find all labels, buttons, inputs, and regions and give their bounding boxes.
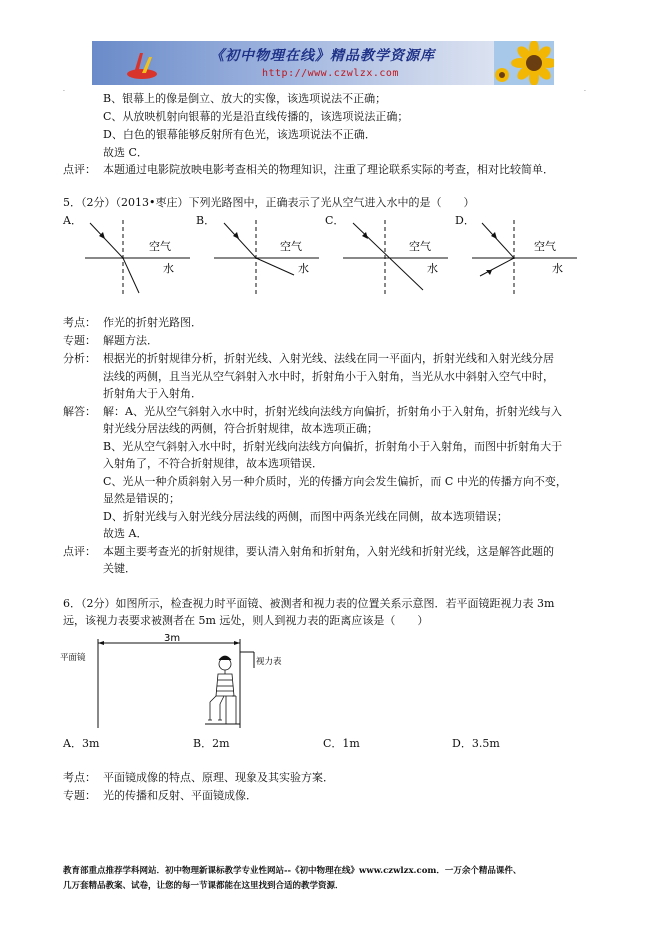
q6-option-c: C．1m	[323, 737, 360, 750]
q5-jieda-line: C、光从一种介质斜射入另一种介质时，光的传播方向会发生偏折，而 C 中光的传播方向不变，	[103, 475, 567, 488]
air-label: 空气	[280, 240, 302, 253]
q6-stem-line1: 6．（2分）如图所示，检查视力时平面镜、被测者和视力表的位置关系示意图．若平面镜距视力表 3m	[63, 597, 555, 610]
air-label: 空气	[534, 240, 556, 253]
q5-fenxi-line: 法线的两侧，且当光从空气斜射入水中时，折射角小于入射角，当光从水中斜射入空气中时，	[103, 370, 554, 383]
incident-ray	[224, 223, 256, 258]
q5-jieda-label: 解答：	[63, 405, 96, 418]
left-corner-mark: .	[63, 86, 65, 93]
q6-option-a: A．3m	[63, 737, 100, 750]
q5-option-c-label: C．	[325, 214, 345, 227]
water-label: 水	[552, 262, 563, 275]
air-label: 空气	[149, 240, 171, 253]
q5-stem: 5．（2分）（2013•枣庄）下列光路图中，正确表示了光从空气进入水中的是（ ）	[63, 196, 475, 209]
q4-answer: 故选 C．	[103, 146, 148, 159]
q5-kaodian: 作光的折射光路图．	[103, 316, 202, 329]
sunflower-icon	[494, 41, 554, 85]
q5-jieda-line: 显然是错误的；	[103, 492, 180, 505]
q5-jieda-line: 射光线分居法线的两侧，符合折射规律，故本选项正确；	[103, 422, 378, 435]
q5-option-d-label: D．	[455, 214, 475, 227]
q5-zhuanti-label: 专题：	[63, 334, 96, 347]
chart-label: 视力表	[256, 657, 282, 667]
q6-stem-line2: 远，该视力表要求被测者在 5m 远处，则人到视力表的距离应该是（ ）	[63, 614, 429, 627]
refracted-ray	[123, 258, 139, 293]
q4-option-d-analysis: D、白色的银幕能够反射所有色光，该选项说法不正确．	[103, 128, 376, 141]
q5-diagram-c	[343, 218, 448, 298]
q5-jieda-line: 入射角了，不符合折射规律，故本选项错误．	[103, 457, 323, 470]
seated-person-icon	[208, 656, 236, 724]
refracted-ray	[256, 258, 294, 275]
q5-kaodian-label: 考点：	[63, 316, 96, 329]
refracted-ray	[480, 258, 514, 276]
q4-option-c-analysis: C、从放映机射向银幕的光是沿直线传播的，该选项说法正确；	[103, 110, 409, 123]
q5-diagram-a	[85, 218, 190, 298]
water-label: 水	[163, 262, 174, 275]
q6-option-d: D．3.5m	[452, 737, 500, 750]
q5-diagram-d	[472, 218, 577, 298]
q5-option-b-label: B．	[196, 214, 216, 227]
q5-zhuanti: 解题方法．	[103, 334, 158, 347]
dimension-label: 3m	[164, 633, 181, 644]
q6-zhuanti: 光的传播和反射、平面镜成像．	[103, 789, 257, 802]
incident-ray	[90, 223, 123, 258]
q6-diagram	[60, 630, 310, 730]
dimension-arrow-right-icon	[234, 641, 240, 645]
q5-diagram-b	[214, 218, 319, 298]
q5-jieda-line: 解：A、光从空气斜射入水中时，折射光线向法线方向偏折，折射角小于入射角，折射光线与入	[103, 405, 562, 418]
q6-option-b: B．2m	[193, 737, 230, 750]
q5-jieda-line: D、折射光线与入射光线分居法线的两侧，而图中两条光线在同侧，故本选项错误；	[103, 510, 508, 523]
incident-arrow-icon	[233, 232, 239, 239]
right-corner-mark: .	[584, 86, 586, 93]
straight-ray	[353, 223, 423, 290]
q5-fenxi-label: 分析：	[63, 352, 96, 365]
q4-option-b-analysis: B、银幕上的像是倒立、放大的实像，该选项说法不正确；	[103, 92, 387, 105]
q6-kaodian-label: 考点：	[63, 771, 96, 784]
q5-jieda-line: B、光从空气斜射入水中时，折射光线向法线方向偏折，折射角小于入射角，而图中折射角大于	[103, 440, 563, 453]
footer-line2: 几万套精品教案、试卷，让您的每一节课都能在这里找到合适的教学资源．	[63, 881, 344, 891]
q5-fenxi-line: 折射角大于入射角．	[103, 387, 202, 400]
q6-kaodian: 平面镜成像的特点、原理、现象及其实验方案．	[103, 771, 334, 784]
dimension-arrow-left-icon	[98, 641, 104, 645]
water-label: 水	[298, 262, 309, 275]
q5-dianping-line: 关键．	[103, 562, 136, 575]
water-label: 水	[427, 262, 438, 275]
q5-dianping-line: 本题主要考查光的折射规律，要认清入射角和折射角，入射光线和折射光线，这是解答此题的	[103, 545, 554, 558]
q5-fenxi-line: 根据光的折射规律分析，折射光线、入射光线、法线在同一平面内，折射光线和入射光线分居	[103, 352, 554, 365]
header-banner	[92, 41, 554, 85]
air-label: 空气	[409, 240, 431, 253]
footer-line1: 教育部重点推荐学科网站．初中物理新课标教学专业性网站--《初中物理在线》www.czwlzx.com．一万余个精品课件、	[63, 866, 522, 876]
banner-title: 《初中物理在线》精品教学资源库	[210, 48, 435, 64]
site-logo-icon	[125, 47, 159, 81]
q6-zhuanti-label: 专题：	[63, 789, 96, 802]
q5-dianping-label: 点评：	[63, 545, 96, 558]
q4-comment: 本题通过电影院放映电影考查相关的物理知识，注重了理论联系实际的考查，相对比较简单．	[103, 163, 554, 176]
q4-comment-label: 点评：	[63, 163, 96, 176]
q5-option-a-label: A．	[63, 214, 82, 227]
incident-arrow-icon	[491, 232, 497, 239]
mirror-label: 平面镜	[60, 653, 86, 663]
incident-ray	[482, 223, 514, 258]
banner-url: http://www.czwlzx.com	[262, 68, 399, 79]
q5-jieda-line: 故选 A．	[103, 527, 148, 540]
